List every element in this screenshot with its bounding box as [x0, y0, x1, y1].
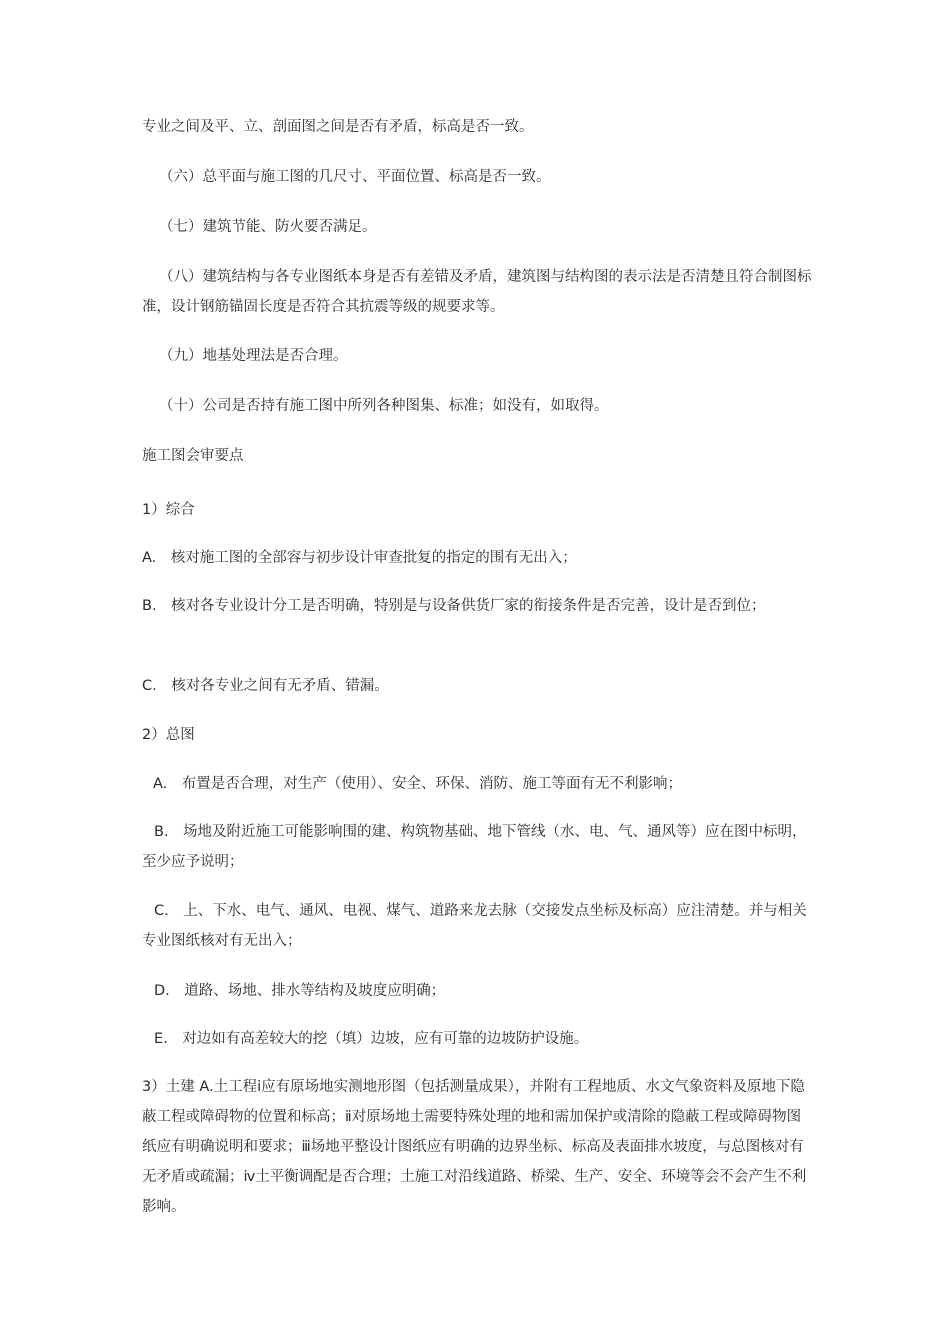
site-item-d: D. 道路、场地、排水等结构及坡度应明确；	[154, 983, 446, 999]
subsection-general: 1）综合	[142, 502, 195, 518]
item-six: （六）总平面与施工图的几尺寸、平面位置、标高是否一致。	[159, 169, 551, 185]
paragraph-continuation: 专业之间及平、立、剖面图之间是否有矛盾，标高是否一致。	[142, 119, 534, 135]
item-seven: （七）建筑节能、防火要否满足。	[159, 219, 377, 235]
subsection-site-plan: 2）总图	[142, 727, 195, 743]
section-heading: 施工图会审要点	[142, 448, 244, 464]
item-nine: （九）地基处理法是否合理。	[159, 348, 348, 364]
general-item-b: B. 核对各专业设计分工是否明确，特别是与设备供货厂家的衔接条件是否完善，设计是否到位；	[142, 598, 766, 614]
site-item-b: B. 场地及附近施工可能影响围的建、构筑物基础、地下管线（水、电、气、通风等）应在图中标明，至少应予说明；	[142, 824, 807, 870]
item-eight: （八）建筑结构与各专业图纸本身是否有差错及矛盾，建筑图与结构图的表示法是否清楚且符合制图标准，设计钢筋锚固长度是否符合其抗震等级的规要求等。	[142, 269, 812, 315]
item-ten: （十）公司是否持有施工图中所列各种图集、标准；如没有，如取得。	[159, 398, 609, 414]
general-item-a: A. 核对施工图的全部容与初步设计审查批复的指定的围有无出入；	[142, 550, 577, 566]
subsection-civil: 3）土建 A.土工程ⅰ应有原场地实测地形图（包括测量成果），并附有工程地质、水文气象资料及原地下隐蔽工程或障碍物的位置和标高；ⅱ对原场地土需要特殊处理的地和需加保护或清除的隐蔽工程或障碍物图纸应有明确说明和要求；ⅲ场地平整设计图纸应有明确的边界坐标、标高及表面排水坡度，与总图核对有无矛盾或疏漏；ⅳ土平衡调配是否合理；土施工对沿线道路、桥梁、生产、安全、环境等会不会产生不利影响。	[142, 1079, 807, 1215]
general-item-c: C. 核对各专业之间有无矛盾、错漏。	[142, 678, 389, 694]
site-item-a: A. 布置是否合理，对生产（使用）、安全、环保、消防、施工等面有无不利影响；	[153, 776, 683, 792]
site-item-e: E. 对边如有高差较大的挖（填）边坡，应有可靠的边坡防护设施。	[154, 1031, 589, 1047]
site-item-c: C. 上、下水、电气、通风、电视、煤气、道路来龙去脉（交接发点坐标及标高）应注清楚。并与相关专业图纸核对有无出入；	[142, 903, 807, 949]
